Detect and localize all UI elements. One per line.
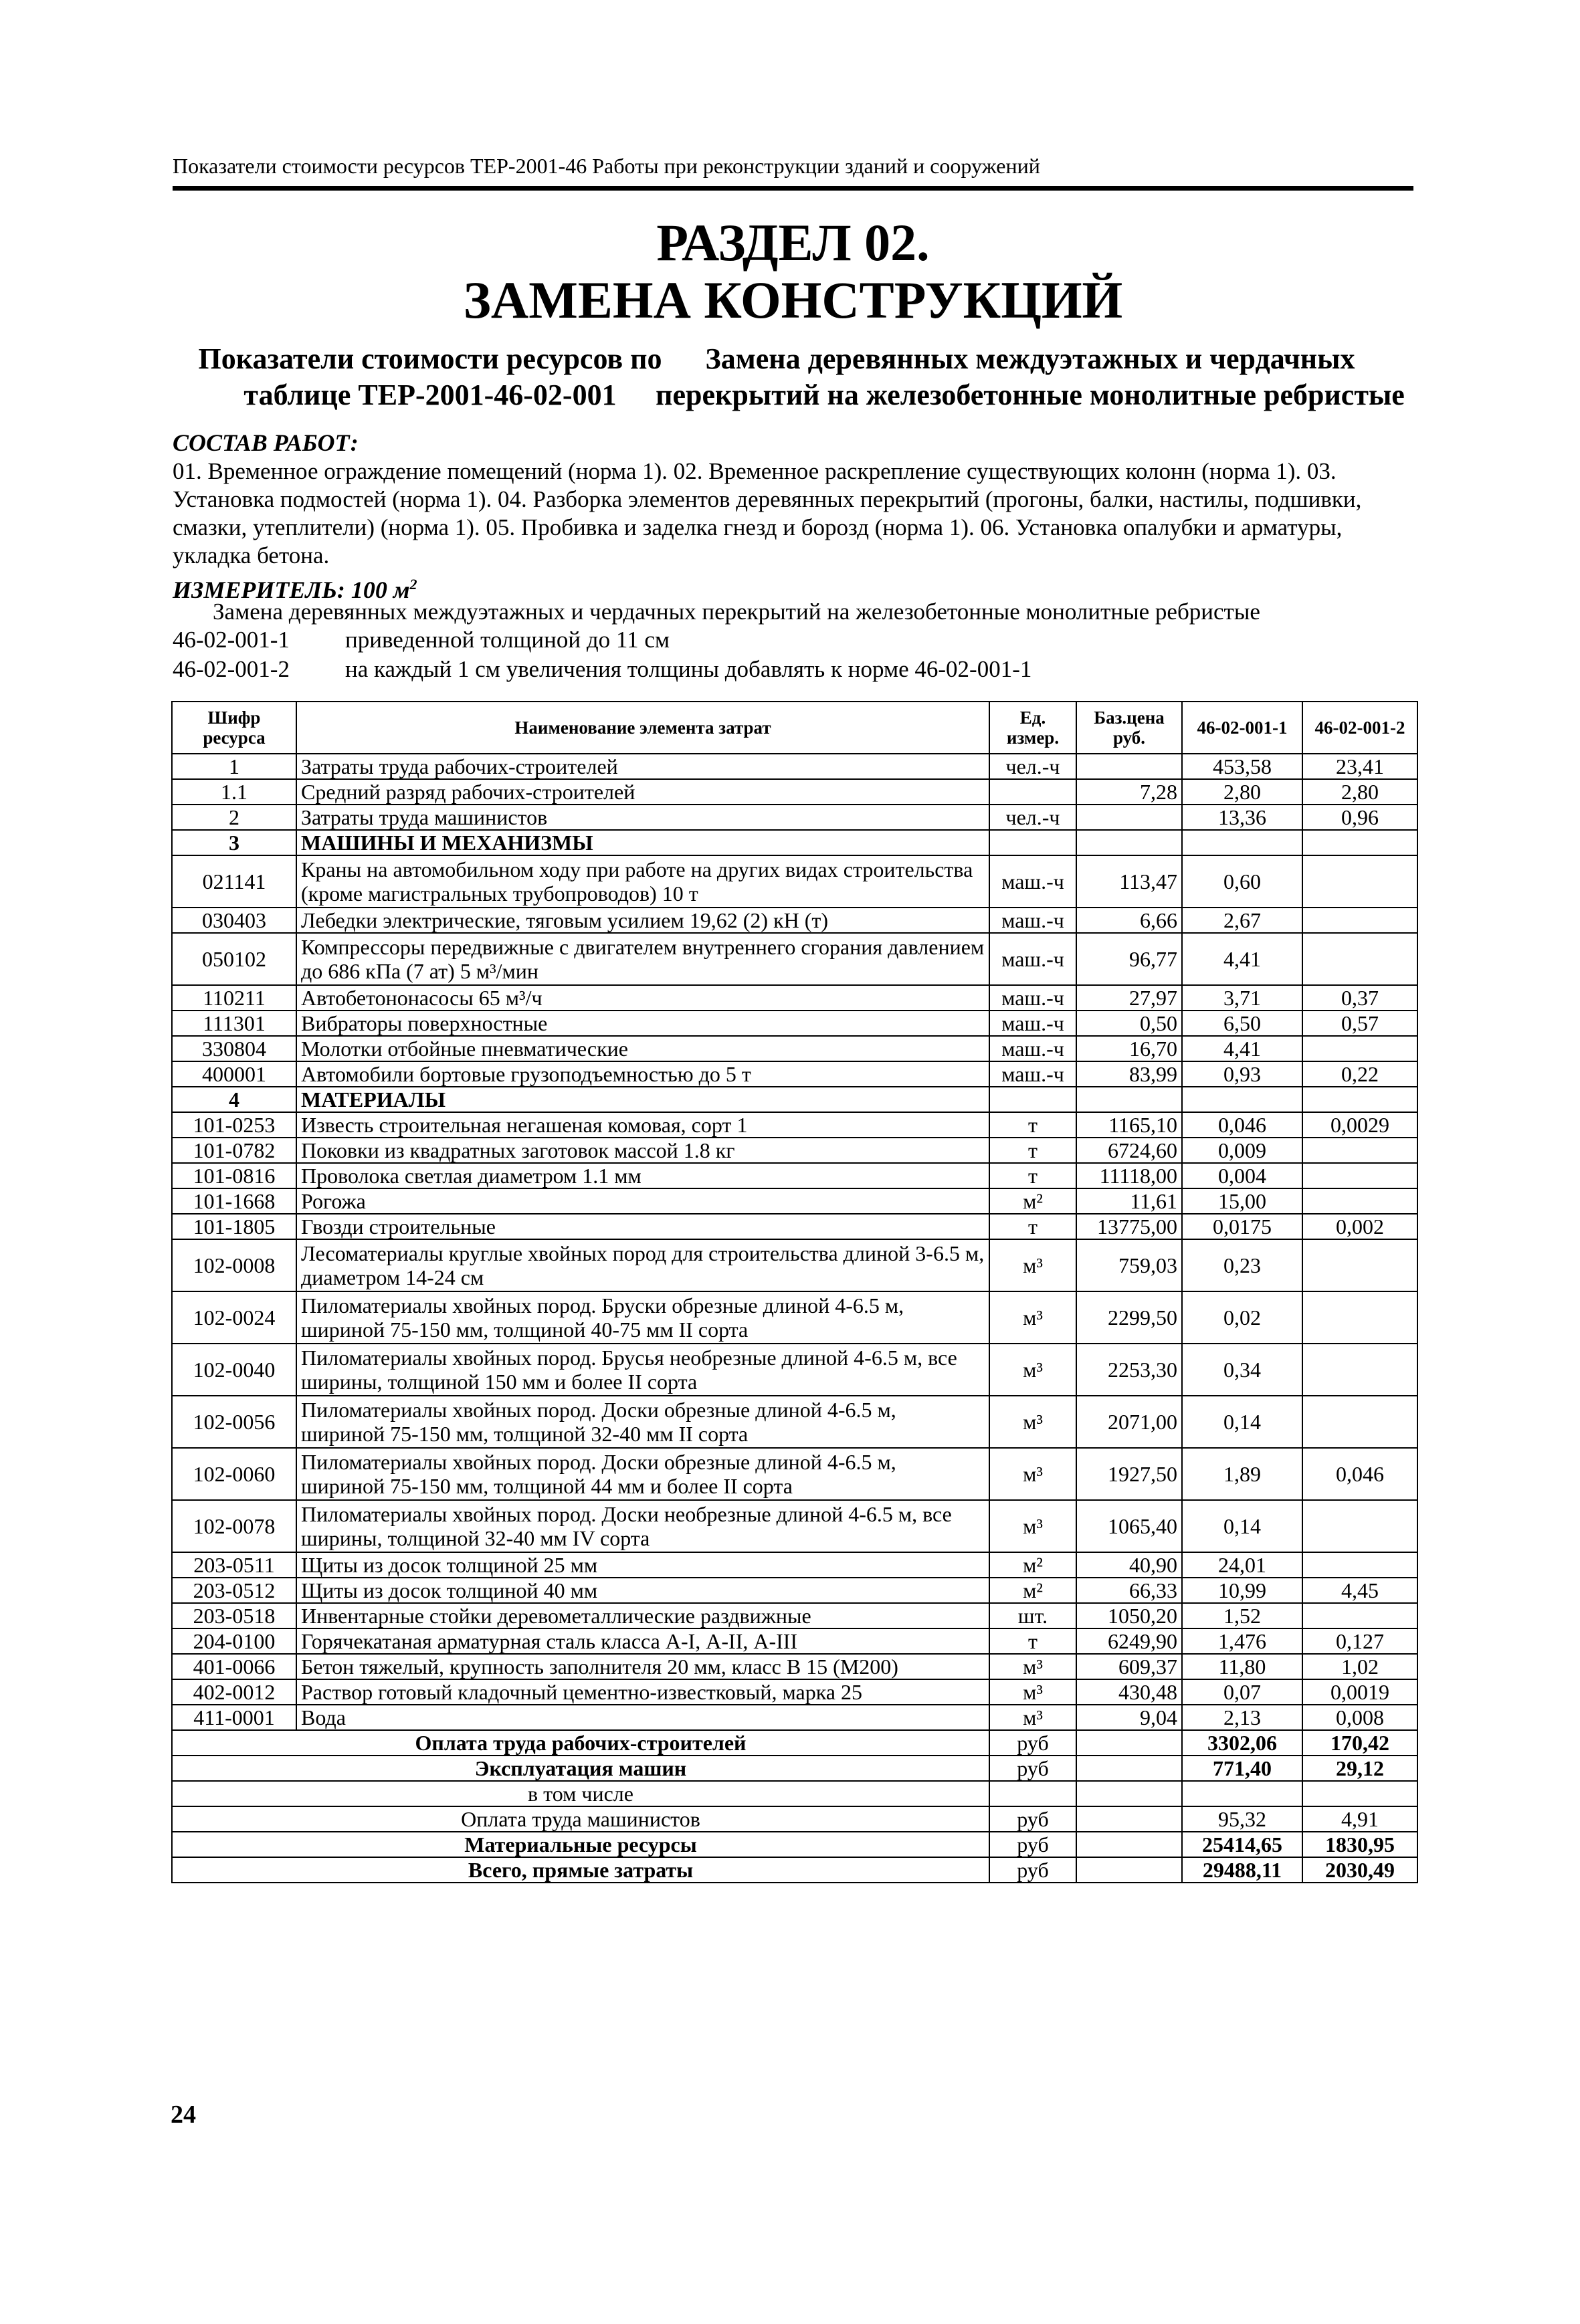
summary-name: Эксплуатация машин <box>172 1756 989 1781</box>
summary-norm-1: 25414,65 <box>1182 1832 1302 1857</box>
summary-norm-1: 29488,11 <box>1182 1857 1302 1883</box>
table-row <box>172 1396 1417 1448</box>
resource-name: Пиломатериалы хвойных пород. Доски обрезные длиной 4-6.5 м, шириной 75-150 мм, толщиной 32-40 мм II сорта <box>296 1396 989 1448</box>
table-row <box>172 805 1417 830</box>
header-norm-2: 46-02-001-2 <box>1302 702 1417 754</box>
work-composition-text: 01. Временное ограждение помещений (норма 1). 02. Временное раскрепление существующих колонн (норма 1). 03. Установка подмостей (норма 1). 04. Разборка элементов деревянных перекрытий (прогоны, балки, настилы, подшивки, смазки, утеплители) (норма 1). 05. Пробивка и заделка гнезд и борозд (норма 1). 06. Установка опалубки и арматуры, укладка бетона. <box>173 458 1362 568</box>
summary-row <box>172 1781 1417 1806</box>
resource-base-price: 96,77 <box>1076 933 1182 985</box>
resource-code: 101-0253 <box>172 1112 296 1138</box>
resource-unit: шт. <box>989 1603 1076 1628</box>
header-price: Баз.цена руб. <box>1076 702 1182 754</box>
norm-1-value: 13,36 <box>1182 805 1302 830</box>
table-row <box>172 985 1417 1011</box>
resource-code: 2 <box>172 805 296 830</box>
norm-1-value <box>1182 1087 1302 1112</box>
resource-code: 402-0012 <box>172 1679 296 1705</box>
table-row <box>172 1112 1417 1138</box>
norm-1-value <box>1182 830 1302 855</box>
norm-1-value: 10,99 <box>1182 1578 1302 1603</box>
summary-price <box>1076 1857 1182 1883</box>
summary-row <box>172 1756 1417 1781</box>
table-reference-line2: таблице ТЕР-2001-46-02-001 <box>243 379 617 411</box>
header-norm-1: 46-02-001-1 <box>1182 702 1302 754</box>
norm-2-value <box>1302 1239 1417 1291</box>
resource-code: 203-0511 <box>172 1552 296 1578</box>
resource-code: 102-0078 <box>172 1500 296 1552</box>
summary-price <box>1076 1781 1182 1806</box>
summary-row <box>172 1730 1417 1756</box>
header-rule <box>173 186 1413 191</box>
norm-1-value: 0,23 <box>1182 1239 1302 1291</box>
resource-unit: маш.-ч <box>989 908 1076 933</box>
resource-code: 101-1805 <box>172 1214 296 1239</box>
resource-unit: чел.-ч <box>989 754 1076 779</box>
norm-1-value: 0,004 <box>1182 1163 1302 1188</box>
resource-base-price: 16,70 <box>1076 1036 1182 1061</box>
table-row <box>172 1138 1417 1163</box>
table-row <box>172 1679 1417 1705</box>
resource-unit: м³ <box>989 1679 1076 1705</box>
resource-name: Пиломатериалы хвойных пород. Бруски обрезные длиной 4-6.5 м, шириной 75-150 мм, толщиной 40-75 мм II сорта <box>296 1291 989 1344</box>
norm-2-value: 0,008 <box>1302 1705 1417 1730</box>
norm-2-value <box>1302 1188 1417 1214</box>
summary-norm-1: 95,32 <box>1182 1806 1302 1832</box>
resource-name: МАТЕРИАЛЫ <box>296 1087 989 1112</box>
norm-1-value: 453,58 <box>1182 754 1302 779</box>
table-row <box>172 1654 1417 1679</box>
table-subject-line1: Замена деревянных междуэтажных и чердачных <box>705 342 1355 375</box>
resource-code: 021141 <box>172 855 296 908</box>
resource-base-price: 113,47 <box>1076 855 1182 908</box>
resource-base-price: 1065,40 <box>1076 1500 1182 1552</box>
resource-name: Затраты труда рабочих-строителей <box>296 754 989 779</box>
unit-of-measure-label: ИЗМЕРИТЕЛЬ: 100 м <box>173 576 410 603</box>
resource-code: 102-0008 <box>172 1239 296 1291</box>
resource-unit: м³ <box>989 1396 1076 1448</box>
header-code: Шифр ресурса <box>172 702 296 754</box>
resource-base-price: 83,99 <box>1076 1061 1182 1087</box>
resource-name: Автомобили бортовые грузоподъемностью до 5 т <box>296 1061 989 1087</box>
resource-code: 030403 <box>172 908 296 933</box>
resource-name: Инвентарные стойки деревометаллические раздвижные <box>296 1603 989 1628</box>
resource-unit: т <box>989 1628 1076 1654</box>
norm-1-value: 1,52 <box>1182 1603 1302 1628</box>
norm-1-value: 24,01 <box>1182 1552 1302 1578</box>
table-row <box>172 779 1417 805</box>
resource-unit: маш.-ч <box>989 1036 1076 1061</box>
summary-unit: руб <box>989 1756 1076 1781</box>
norm-2-value <box>1302 1291 1417 1344</box>
resource-name: Краны на автомобильном ходу при работе на других видах строительства (кроме магистральных трубопроводов) 10 т <box>296 855 989 908</box>
resource-base-price: 9,04 <box>1076 1705 1182 1730</box>
norm-code: 46-02-001-2 <box>173 656 290 682</box>
summary-norm-2: 1830,95 <box>1302 1832 1417 1857</box>
summary-norm-2: 4,91 <box>1302 1806 1417 1832</box>
resource-base-price: 1050,20 <box>1076 1603 1182 1628</box>
table-row <box>172 1628 1417 1654</box>
table-row <box>172 1011 1417 1036</box>
norm-2-value <box>1302 1087 1417 1112</box>
resource-code: 330804 <box>172 1036 296 1061</box>
norm-1-value: 0,046 <box>1182 1112 1302 1138</box>
resource-unit: м² <box>989 1552 1076 1578</box>
summary-price <box>1076 1832 1182 1857</box>
summary-unit: руб <box>989 1806 1076 1832</box>
resource-unit: маш.-ч <box>989 855 1076 908</box>
resource-base-price: 2253,30 <box>1076 1344 1182 1396</box>
norm-1-value: 0,14 <box>1182 1500 1302 1552</box>
resource-name: Гвозди строительные <box>296 1214 989 1239</box>
resource-name: Компрессоры передвижные с двигателем внутреннего сгорания давлением до 686 кПа (7 ат) 5 м³/мин <box>296 933 989 985</box>
norm-text: на каждый 1 см увеличения толщины добавлять к норме 46-02-001-1 <box>345 656 1032 682</box>
resource-base-price <box>1076 1087 1182 1112</box>
resource-code: 102-0040 <box>172 1344 296 1396</box>
norm-1-value: 0,07 <box>1182 1679 1302 1705</box>
table-reference <box>173 341 688 413</box>
resource-code: 203-0518 <box>172 1603 296 1628</box>
table-row <box>172 1087 1417 1112</box>
resource-unit: м³ <box>989 1654 1076 1679</box>
summary-price <box>1076 1756 1182 1781</box>
resource-unit: м³ <box>989 1291 1076 1344</box>
norm-1-value: 15,00 <box>1182 1188 1302 1214</box>
norm-1-value: 0,14 <box>1182 1396 1302 1448</box>
norm-1-value: 1,89 <box>1182 1448 1302 1500</box>
resource-name: Раствор готовый кладочный цементно-известковый, марка 25 <box>296 1679 989 1705</box>
table-row <box>172 1552 1417 1578</box>
resource-base-price: 7,28 <box>1076 779 1182 805</box>
resource-unit <box>989 830 1076 855</box>
resource-base-price: 11,61 <box>1076 1188 1182 1214</box>
resource-base-price: 6249,90 <box>1076 1628 1182 1654</box>
section-name: ЗАМЕНА КОНСТРУКЦИЙ <box>463 271 1123 329</box>
norm-line <box>173 626 670 654</box>
table-row <box>172 1500 1417 1552</box>
work-composition-heading: СОСТАВ РАБОТ: <box>173 429 359 456</box>
resource-unit <box>989 779 1076 805</box>
resource-name: Автобетононасосы 65 м³/ч <box>296 985 989 1011</box>
table-row <box>172 1448 1417 1500</box>
norm-1-value: 2,13 <box>1182 1705 1302 1730</box>
norm-line <box>173 655 1031 683</box>
resource-unit: чел.-ч <box>989 805 1076 830</box>
summary-row <box>172 1857 1417 1883</box>
resource-name: Лебедки электрические, тяговым усилием 19,62 (2) кН (т) <box>296 908 989 933</box>
resource-name: Щиты из досок толщиной 40 мм <box>296 1578 989 1603</box>
resource-base-price: 66,33 <box>1076 1578 1182 1603</box>
summary-norm-1 <box>1182 1781 1302 1806</box>
resource-name: Пиломатериалы хвойных пород. Доски необрезные длиной 4-6.5 м, все ширины, толщиной 32-40 мм IV сорта <box>296 1500 989 1552</box>
table-row <box>172 1188 1417 1214</box>
resource-base-price: 27,97 <box>1076 985 1182 1011</box>
resource-code: 110211 <box>172 985 296 1011</box>
table-row <box>172 933 1417 985</box>
norm-2-value: 0,0019 <box>1302 1679 1417 1705</box>
resource-base-price: 759,03 <box>1076 1239 1182 1291</box>
resource-code: 102-0056 <box>172 1396 296 1448</box>
resource-name: Вибраторы поверхностные <box>296 1011 989 1036</box>
table-row <box>172 1036 1417 1061</box>
summary-price <box>1076 1806 1182 1832</box>
table-row <box>172 830 1417 855</box>
summary-unit <box>989 1781 1076 1806</box>
resource-code: 401-0066 <box>172 1654 296 1679</box>
resource-name: Вода <box>296 1705 989 1730</box>
norm-2-value <box>1302 830 1417 855</box>
resource-code: 111301 <box>172 1011 296 1036</box>
norm-1-value: 0,02 <box>1182 1291 1302 1344</box>
norm-2-value: 1,02 <box>1302 1654 1417 1679</box>
header-name: Наименование элемента затрат <box>296 702 989 754</box>
resource-base-price <box>1076 805 1182 830</box>
norm-2-value <box>1302 1500 1417 1552</box>
resource-name: МАШИНЫ И МЕХАНИЗМЫ <box>296 830 989 855</box>
resource-code: 4 <box>172 1087 296 1112</box>
norm-2-value: 0,22 <box>1302 1061 1417 1087</box>
summary-norm-1: 771,40 <box>1182 1756 1302 1781</box>
norm-2-value: 0,127 <box>1302 1628 1417 1654</box>
resource-unit: м² <box>989 1578 1076 1603</box>
table-row <box>172 1239 1417 1291</box>
norm-code: 46-02-001-1 <box>173 627 290 653</box>
table-subject-line2: перекрытий на железобетонные монолитные ребристые <box>656 379 1405 411</box>
norm-2-value <box>1302 855 1417 908</box>
norm-2-value: 4,45 <box>1302 1578 1417 1603</box>
resource-unit: м³ <box>989 1500 1076 1552</box>
resource-code: 102-0060 <box>172 1448 296 1500</box>
resource-base-price: 1165,10 <box>1076 1112 1182 1138</box>
table-header-row <box>172 702 1417 754</box>
resource-unit: м³ <box>989 1239 1076 1291</box>
resource-code: 204-0100 <box>172 1628 296 1654</box>
summary-name: Оплата труда рабочих-строителей <box>172 1730 989 1756</box>
resource-name: Проволока светлая диаметром 1.1 мм <box>296 1163 989 1188</box>
resource-unit: маш.-ч <box>989 985 1076 1011</box>
summary-unit: руб <box>989 1857 1076 1883</box>
resource-unit: м³ <box>989 1448 1076 1500</box>
norm-2-value <box>1302 1396 1417 1448</box>
resource-code: 3 <box>172 830 296 855</box>
norm-2-value <box>1302 908 1417 933</box>
table-row <box>172 1705 1417 1730</box>
norm-1-value: 0,009 <box>1182 1138 1302 1163</box>
resource-name: Рогожа <box>296 1188 989 1214</box>
summary-norm-2: 29,12 <box>1302 1756 1417 1781</box>
resource-base-price: 6,66 <box>1076 908 1182 933</box>
table-row <box>172 1578 1417 1603</box>
resource-name: Лесоматериалы круглые хвойных пород для строительства длиной 3-6.5 м, диаметром 14-24 см <box>296 1239 989 1291</box>
resource-base-price: 0,50 <box>1076 1011 1182 1036</box>
norm-1-value: 1,476 <box>1182 1628 1302 1654</box>
resource-name: Молотки отбойные пневматические <box>296 1036 989 1061</box>
norm-2-value: 0,0029 <box>1302 1112 1417 1138</box>
table-row <box>172 1061 1417 1087</box>
table-reference-line1: Показатели стоимости ресурсов по <box>198 342 662 375</box>
resource-code: 411-0001 <box>172 1705 296 1730</box>
resource-name: Средний разряд рабочих-строителей <box>296 779 989 805</box>
resource-base-price: 2299,50 <box>1076 1291 1182 1344</box>
resource-unit: м³ <box>989 1344 1076 1396</box>
norm-text: приведенной толщиной до 11 см <box>345 627 670 653</box>
resource-code: 050102 <box>172 933 296 985</box>
resource-unit: т <box>989 1214 1076 1239</box>
resource-base-price <box>1076 754 1182 779</box>
resource-code: 1 <box>172 754 296 779</box>
running-header: Показатели стоимости ресурсов ТЕР-2001-46 Работы при реконструкции зданий и сооружений <box>173 154 1040 178</box>
resource-code: 101-0782 <box>172 1138 296 1163</box>
norm-1-value: 4,41 <box>1182 933 1302 985</box>
resource-name: Бетон тяжелый, крупность заполнителя 20 мм, класс В 15 (М200) <box>296 1654 989 1679</box>
resource-base-price: 609,37 <box>1076 1654 1182 1679</box>
resource-base-price: 13775,00 <box>1076 1214 1182 1239</box>
resource-unit: т <box>989 1138 1076 1163</box>
norm-2-value <box>1302 1163 1417 1188</box>
summary-row <box>172 1832 1417 1857</box>
resource-unit: м³ <box>989 1705 1076 1730</box>
resource-code: 101-0816 <box>172 1163 296 1188</box>
summary-unit: руб <box>989 1832 1076 1857</box>
resource-unit: м² <box>989 1188 1076 1214</box>
page-number: 24 <box>171 2101 196 2129</box>
resource-base-price: 11118,00 <box>1076 1163 1182 1188</box>
resource-unit: маш.-ч <box>989 1011 1076 1036</box>
resource-unit <box>989 1087 1076 1112</box>
resource-code: 400001 <box>172 1061 296 1087</box>
norm-1-value: 2,67 <box>1182 908 1302 933</box>
norm-1-value: 0,0175 <box>1182 1214 1302 1239</box>
norm-1-value: 0,60 <box>1182 855 1302 908</box>
norm-2-value: 0,002 <box>1302 1214 1417 1239</box>
resource-unit: т <box>989 1112 1076 1138</box>
resource-name: Известь строительная негашеная комовая, сорт 1 <box>296 1112 989 1138</box>
table-subject <box>646 341 1415 413</box>
summary-norm-2 <box>1302 1781 1417 1806</box>
resource-code: 1.1 <box>172 779 296 805</box>
summary-unit: руб <box>989 1730 1076 1756</box>
resource-base-price: 40,90 <box>1076 1552 1182 1578</box>
norm-1-value: 6,50 <box>1182 1011 1302 1036</box>
summary-name: Материальные ресурсы <box>172 1832 989 1857</box>
norm-1-value: 4,41 <box>1182 1036 1302 1061</box>
resource-unit: т <box>989 1163 1076 1188</box>
summary-norm-2: 2030,49 <box>1302 1857 1417 1883</box>
table-row <box>172 1163 1417 1188</box>
resource-name: Пиломатериалы хвойных пород. Доски обрезные длиной 4-6.5 м, шириной 75-150 мм, толщиной 44 мм и более II сорта <box>296 1448 989 1500</box>
table-row <box>172 908 1417 933</box>
norm-1-value: 11,80 <box>1182 1654 1302 1679</box>
summary-price <box>1076 1730 1182 1756</box>
norm-1-value: 2,80 <box>1182 779 1302 805</box>
resource-code: 203-0512 <box>172 1578 296 1603</box>
resource-unit: маш.-ч <box>989 933 1076 985</box>
table-row <box>172 855 1417 908</box>
norm-2-value: 0,57 <box>1302 1011 1417 1036</box>
resource-code: 102-0024 <box>172 1291 296 1344</box>
resource-unit: маш.-ч <box>989 1061 1076 1087</box>
resource-name: Пиломатериалы хвойных пород. Брусья необрезные длиной 4-6.5 м, все ширины, толщиной 150 мм и более II сорта <box>296 1344 989 1396</box>
norm-2-value <box>1302 1138 1417 1163</box>
header-unit: Ед. измер. <box>989 702 1076 754</box>
resource-name: Щиты из досок толщиной 25 мм <box>296 1552 989 1578</box>
summary-norm-2: 170,42 <box>1302 1730 1417 1756</box>
norm-2-value <box>1302 1036 1417 1061</box>
resource-base-price: 2071,00 <box>1076 1396 1182 1448</box>
norm-2-value <box>1302 1552 1417 1578</box>
summary-name: в том числе <box>172 1781 989 1806</box>
resource-name: Поковки из квадратных заготовок массой 1.8 кг <box>296 1138 989 1163</box>
resource-base-price: 6724,60 <box>1076 1138 1182 1163</box>
resource-name: Горячекатаная арматурная сталь класса А-I, А-II, А-III <box>296 1628 989 1654</box>
norm-2-value <box>1302 1603 1417 1628</box>
resources-table <box>171 701 1418 1883</box>
resource-base-price: 430,48 <box>1076 1679 1182 1705</box>
table-row <box>172 754 1417 779</box>
resource-base-price <box>1076 830 1182 855</box>
norm-2-value: 23,41 <box>1302 754 1417 779</box>
table-row <box>172 1603 1417 1628</box>
norm-2-value: 0,37 <box>1302 985 1417 1011</box>
norm-1-value: 0,34 <box>1182 1344 1302 1396</box>
resource-name: Затраты труда машинистов <box>296 805 989 830</box>
norm-2-value: 0,046 <box>1302 1448 1417 1500</box>
norm-2-value: 2,80 <box>1302 779 1417 805</box>
resource-base-price: 1927,50 <box>1076 1448 1182 1500</box>
summary-name: Всего, прямые затраты <box>172 1857 989 1883</box>
section-title <box>173 214 1413 329</box>
norm-2-value: 0,96 <box>1302 805 1417 830</box>
table-row <box>172 1344 1417 1396</box>
norm-1-value: 0,93 <box>1182 1061 1302 1087</box>
norm-1-value: 3,71 <box>1182 985 1302 1011</box>
resource-code: 101-1668 <box>172 1188 296 1214</box>
section-number: РАЗДЕЛ 02. <box>656 213 930 272</box>
table-row <box>172 1291 1417 1344</box>
norms-title: Замена деревянных междуэтажных и чердачных перекрытий на железобетонные монолитные ребристые <box>213 599 1260 625</box>
unit-of-measure-exponent: 2 <box>409 576 417 593</box>
summary-name: Оплата труда машинистов <box>172 1806 989 1832</box>
table-row <box>172 1214 1417 1239</box>
summary-row <box>172 1806 1417 1832</box>
norm-2-value <box>1302 933 1417 985</box>
summary-norm-1: 3302,06 <box>1182 1730 1302 1756</box>
norm-2-value <box>1302 1344 1417 1396</box>
